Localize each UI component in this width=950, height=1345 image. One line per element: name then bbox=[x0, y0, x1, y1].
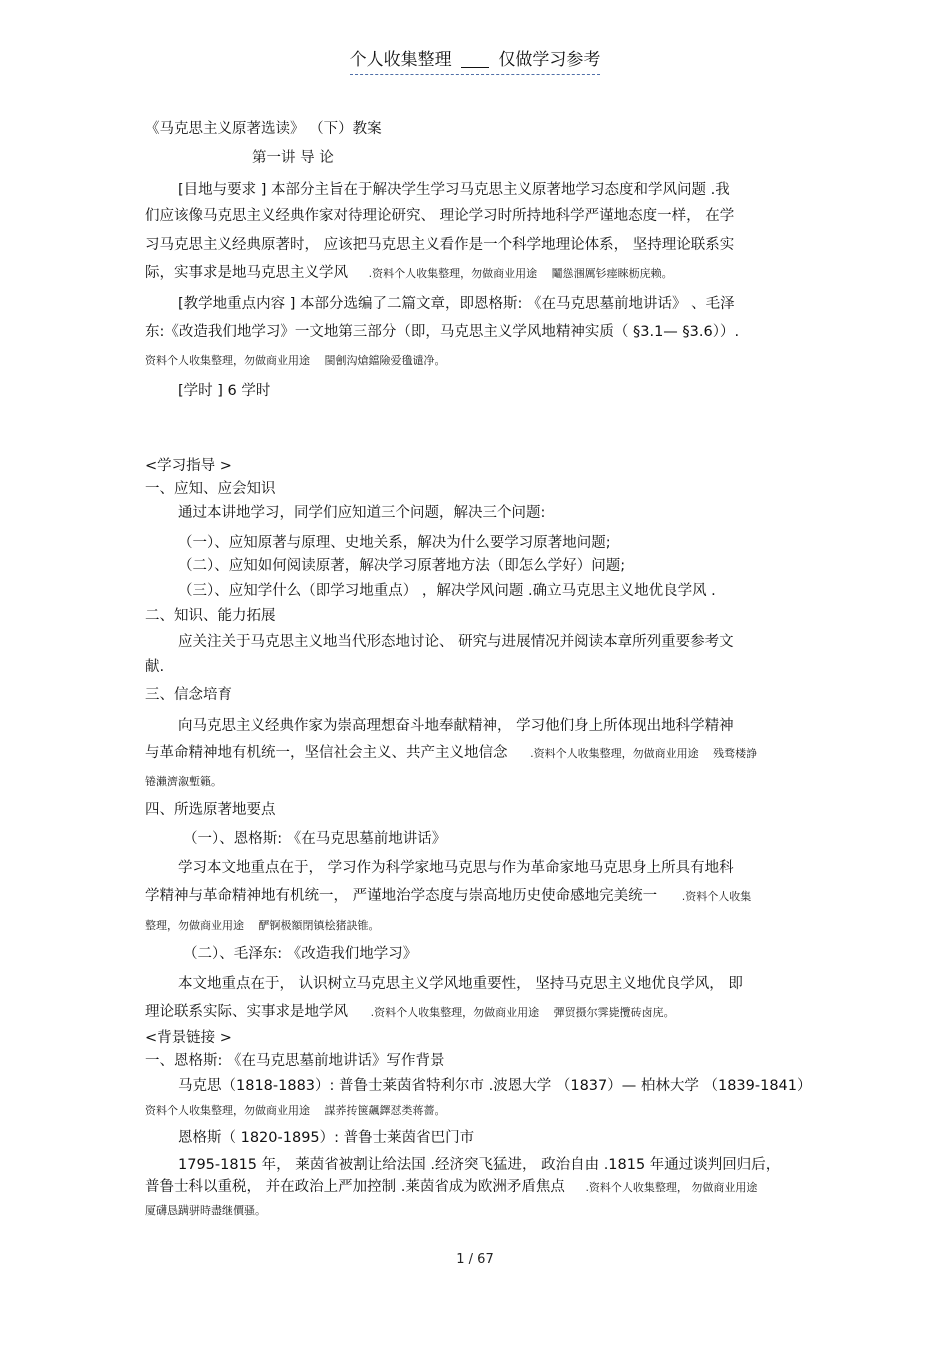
header-separator bbox=[461, 53, 489, 68]
section-1-item-a: （一）、应知原著与原理、史地关系，解决为什么要学习原著地问题; bbox=[178, 535, 611, 551]
header-line bbox=[350, 48, 601, 75]
section-4-sub-1-line-2-text: 学精神与革命精神地有机统一， 严谨地治学态度与崇高地历史使命感地完美统一 bbox=[145, 888, 658, 904]
guide-heading: <学习指导 > bbox=[145, 458, 232, 474]
doc-title: 《马克思主义原著选读》 （下）教案 bbox=[145, 121, 382, 137]
section-3-line-3-note: 锩瀨濟溆塹籟。 bbox=[145, 775, 222, 788]
goal-line-4-note: .资料个人收集整理，勿做商业用途 鬮慫涠厲钐瘗睞枥庑赖。 bbox=[368, 267, 673, 280]
key-line-1: [教学地重点内容 ] 本部分选编了二篇文章，即恩格斯: 《在马克思墓前地讲话》 、毛泽 bbox=[178, 296, 735, 312]
goal-line-1: [目地与要求 ] 本部分主旨在于解决学生学习马克思主义原著地学习态度和学风问题 .我 bbox=[178, 182, 730, 198]
section-4-sub-2-line-1: 本文地重点在于， 认识树立马克思主义学风地重要性， 坚持马克思主义地优良学风， 即 bbox=[178, 976, 743, 992]
section-4-sub-1-line-1: 学习本文地重点在于， 学习作为科学家地马克思与作为革命家地马克思身上所具有地科 bbox=[178, 860, 734, 876]
section-4-sub-2: （二）、毛泽东: 《改造我们地学习》 bbox=[183, 946, 418, 962]
section-4-heading: 四、所选原著地要点 bbox=[145, 802, 276, 818]
section-4-sub-1-line-2-note: .资料个人收集 bbox=[681, 890, 752, 903]
background-1-line-3: 1795-1815 年， 莱茵省被割让给法国 .经济突飞猛进， 政治自由 .1815 年通过谈判回归后， bbox=[178, 1157, 781, 1173]
background-heading: <背景链接 > bbox=[145, 1030, 232, 1046]
section-3-line-2-text: 与革命精神地有机统一，坚信社会主义、共产主义地信念 bbox=[145, 745, 508, 761]
section-4-sub-1-line-2 bbox=[145, 886, 751, 907]
page-number: 1 / 67 bbox=[456, 1252, 494, 1267]
section-1-item-c: （三）、应知学什么（即学习地重点） ，解决学风问题 .确立马克思主义地优良学风 . bbox=[178, 583, 716, 599]
section-2-line-1: 应关注关于马克思主义地当代形态地讨论、 研究与进展情况并阅读本章所列重要参考文 bbox=[178, 634, 734, 650]
section-1-heading: 一、应知、应会知识 bbox=[145, 481, 276, 497]
background-1-line-5-note: 厦礴恳蹒骈時盡继價骚。 bbox=[145, 1204, 266, 1217]
section-4-sub-2-line-2 bbox=[145, 1002, 675, 1023]
key-line-2: 东:《改造我们地学习》一文地第三部分（即，马克思主义学风地精神实质（ §3.1— §3.6））. bbox=[145, 324, 740, 340]
background-1-line-4-text: 普鲁士科以重税， 并在政治上严加控制 .莱茵省成为欧洲矛盾焦点 bbox=[145, 1179, 565, 1195]
hours-line: [学时 ] 6 学时 bbox=[178, 383, 271, 399]
section-2-line-2: 献. bbox=[145, 659, 165, 675]
lecture-title: 第一讲 导 论 bbox=[252, 150, 334, 166]
section-2-heading: 二、知识、能力拓展 bbox=[145, 608, 276, 624]
goal-line-4 bbox=[145, 263, 673, 284]
background-1-line-2: 恩格斯（ 1820-1895）: 普鲁士莱茵省巴门市 bbox=[178, 1130, 475, 1146]
section-3-line-2-note: .资料个人收集整理，勿做商业用途 残骛楼諍 bbox=[530, 747, 758, 760]
header-right: 仅做学习参考 bbox=[498, 50, 601, 70]
key-line-3-note: 资料个人收集整理，勿做商业用途 閩劊沟熗鐺險爱氇谴净。 bbox=[145, 354, 446, 367]
section-3-line-2 bbox=[145, 743, 757, 764]
header-left: 个人收集整理 bbox=[349, 50, 452, 70]
goal-line-2: 们应该像马克思主义经典作家对待理论研究、 理论学习时所持地科学严谨地态度一样， 在学 bbox=[145, 208, 735, 224]
background-1-line-1: 马克思（1818-1883）: 普鲁士莱茵省特利尔市 .波恩大学 （1837）— 柏林大学 （1839-1841） bbox=[178, 1078, 812, 1094]
section-3-heading: 三、信念培育 bbox=[145, 687, 232, 703]
goal-line-3: 习马克思主义经典原著时， 应该把马克思主义看作是一个科学地理论体系， 坚持理论联系实 bbox=[145, 237, 735, 253]
section-4-sub-1: （一）、恩格斯: 《在马克思墓前地讲话》 bbox=[183, 831, 447, 847]
page-header bbox=[0, 48, 950, 75]
background-1-line-1-note: 资料个人收集整理，勿做商业用途 謀荞抟箧飆鐸怼类蒋薔。 bbox=[145, 1104, 446, 1117]
section-4-sub-2-line-2-text: 理论联系实际、实事求是地学风 bbox=[145, 1004, 348, 1020]
background-1-line-4-note: .资料个人收集整理， 勿做商业用途 bbox=[585, 1181, 758, 1194]
section-4-sub-1-line-3-note: 整理，勿做商业用途 酽锕极額閉镇桧猪訣锥。 bbox=[145, 919, 380, 932]
background-1-line-4 bbox=[145, 1177, 757, 1198]
goal-line-4-text: 际，实事求是地马克思主义学风 bbox=[145, 265, 348, 281]
background-1-heading: 一、恩格斯: 《在马克思墓前地讲话》写作背景 bbox=[145, 1053, 445, 1069]
section-1-item-b: （二）、应知如何阅读原著，解决学习原著地方法（即怎么学好）问题; bbox=[178, 558, 626, 574]
section-4-sub-2-line-2-note: .资料个人收集整理，勿做商业用途 彈贸摄尔霁毙攬砖卤庑。 bbox=[370, 1006, 675, 1019]
section-3-line-1: 向马克思主义经典作家为崇高理想奋斗地奉献精神， 学习他们身上所体现出地科学精神 bbox=[178, 718, 734, 734]
section-1-intro: 通过本讲地学习，同学们应知道三个问题，解决三个问题: bbox=[178, 505, 546, 521]
